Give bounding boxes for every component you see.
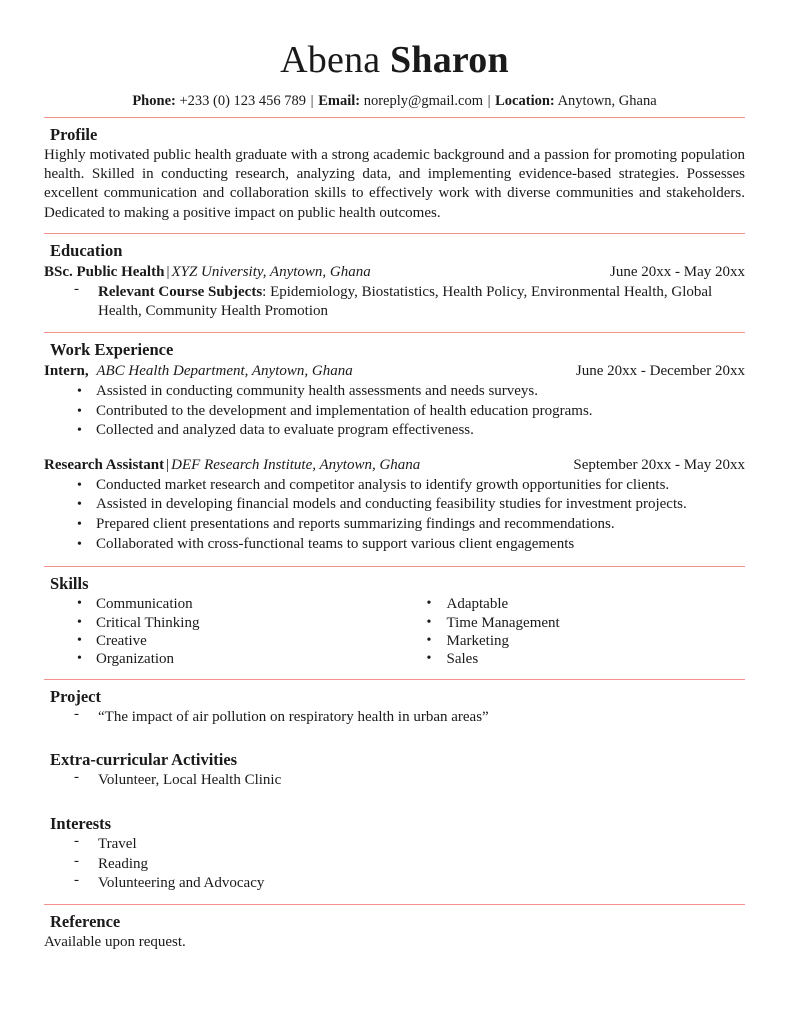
last-name: Sharon (390, 39, 509, 81)
work-separator: | (166, 456, 170, 473)
list-item: • Time Management (395, 614, 746, 632)
list-item: • Critical Thinking (44, 614, 395, 632)
email-value[interactable]: noreply@gmail.com (363, 93, 483, 109)
skills-columns (44, 595, 745, 669)
work-role: Intern, (44, 363, 89, 379)
education-title-group (44, 262, 371, 283)
education-heading: Education (50, 240, 123, 260)
education-entry-head (44, 262, 745, 283)
work-title-group (44, 361, 353, 382)
list-item: • Creative (44, 632, 395, 650)
candidate-name (44, 36, 745, 84)
list-item: - Volunteering and Advocacy (44, 874, 745, 894)
list-item: • Marketing (395, 632, 746, 650)
work-bullet-list (44, 476, 745, 554)
skills-list-1 (44, 595, 395, 669)
education-separator: | (166, 263, 170, 280)
location-label: Location: (495, 93, 555, 109)
education-dates: June 20xx - May 20xx (610, 263, 745, 280)
work-separator (89, 363, 93, 379)
list-item: - Volunteer, Local Health Clinic (44, 771, 745, 791)
project-heading: Project (50, 686, 101, 706)
education-degree: BSc. Public Health (44, 263, 165, 280)
list-item: • Adaptable (395, 595, 746, 613)
list-item: - “The impact of air pollution on respiratory health in urban areas” (44, 708, 745, 728)
section-interests (44, 807, 745, 894)
section-profile (44, 118, 745, 223)
work-organization: DEF Research Institute, Anytown, Ghana (171, 456, 421, 473)
phone-label: Phone: (132, 93, 176, 109)
interests-heading: Interests (50, 813, 112, 833)
section-project (44, 680, 745, 728)
project-list (44, 708, 745, 728)
work-experience-heading: Work Experience (50, 340, 174, 359)
list-item: • Collaborated with cross-functional teams to support various client engagements (44, 535, 745, 555)
list-item: • Organization (44, 650, 395, 668)
profile-heading: Profile (50, 125, 98, 144)
list-item: • Contributed to the development and implementation of health education programs. (44, 402, 745, 422)
list-item: • Prepared client presentations and reports summarizing findings and recommendations. (44, 515, 745, 535)
contact-separator-2: | (487, 93, 491, 109)
education-details-list (44, 283, 745, 322)
phone-value: +233 (0) 123 456 789 (179, 93, 307, 109)
work-bullet-list (44, 382, 745, 441)
education-courses-value: : Epidemiology, Biostatistics, Health Policy, Environmental Health, Global Health, Community Health Promotion (98, 283, 713, 320)
list-item: • Assisted in developing financial models and conducting feasibility studies for investment projects. (44, 495, 745, 515)
education-courses-item (44, 283, 745, 322)
list-item: - Travel (44, 835, 745, 855)
skills-list-2 (395, 595, 746, 669)
skills-column-2 (395, 595, 746, 669)
section-skills (44, 567, 745, 669)
work-entry-head (44, 455, 745, 476)
list-item: • Assisted in conducting community health assessments and needs surveys. (44, 382, 745, 402)
profile-text: Highly motivated public health graduate with a strong academic background and a passion for promoting population health. Skilled in conducting research, analyzing data, and implementing evidence-based strategies. Possesses excellent communication and collaboration skills to effectively work with diverse communities and stakeholders. Dedicated to making a positive impact on public health outcomes. (44, 147, 745, 221)
work-organization: ABC Health Department, Anytown, Ghana (96, 363, 353, 379)
contact-line (44, 91, 745, 111)
email-label: Email: (318, 93, 361, 109)
list-item: • Communication (44, 595, 395, 613)
work-dates: September 20xx - May 20xx (573, 456, 745, 473)
list-item: • Sales (395, 650, 746, 668)
section-reference (44, 905, 745, 952)
reference-heading: Reference (50, 911, 121, 931)
location-value: Anytown, Ghana (557, 93, 657, 109)
reference-text: Available upon request. (44, 933, 186, 950)
skills-column-1 (44, 595, 395, 669)
work-dates: June 20xx - December 20xx (575, 363, 745, 379)
work-entry-research-assistant (44, 455, 745, 554)
resume-header (44, 36, 745, 111)
list-item: • Conducted market research and competitor analysis to identify growth opportunities for clients. (44, 476, 745, 496)
extracurricular-heading: Extra-curricular Activities (50, 750, 238, 770)
extracurricular-list (44, 771, 745, 791)
contact-separator-1: | (310, 93, 314, 109)
work-role: Research Assistant (44, 456, 165, 473)
list-item: - Reading (44, 855, 745, 875)
education-courses-label: Relevant Course Subjects (98, 283, 263, 300)
interests-list (44, 835, 745, 894)
section-extracurricular (44, 743, 745, 791)
work-entry-intern (44, 361, 745, 441)
section-education (44, 234, 745, 322)
section-work-experience (44, 333, 745, 554)
work-entry-head (44, 361, 745, 382)
list-item: • Collected and analyzed data to evaluate program effectiveness. (44, 421, 745, 441)
first-name: Abena (280, 39, 381, 81)
skills-heading: Skills (50, 574, 89, 594)
work-title-group (44, 455, 420, 476)
education-institution: XYZ University, Anytown, Ghana (171, 263, 371, 280)
